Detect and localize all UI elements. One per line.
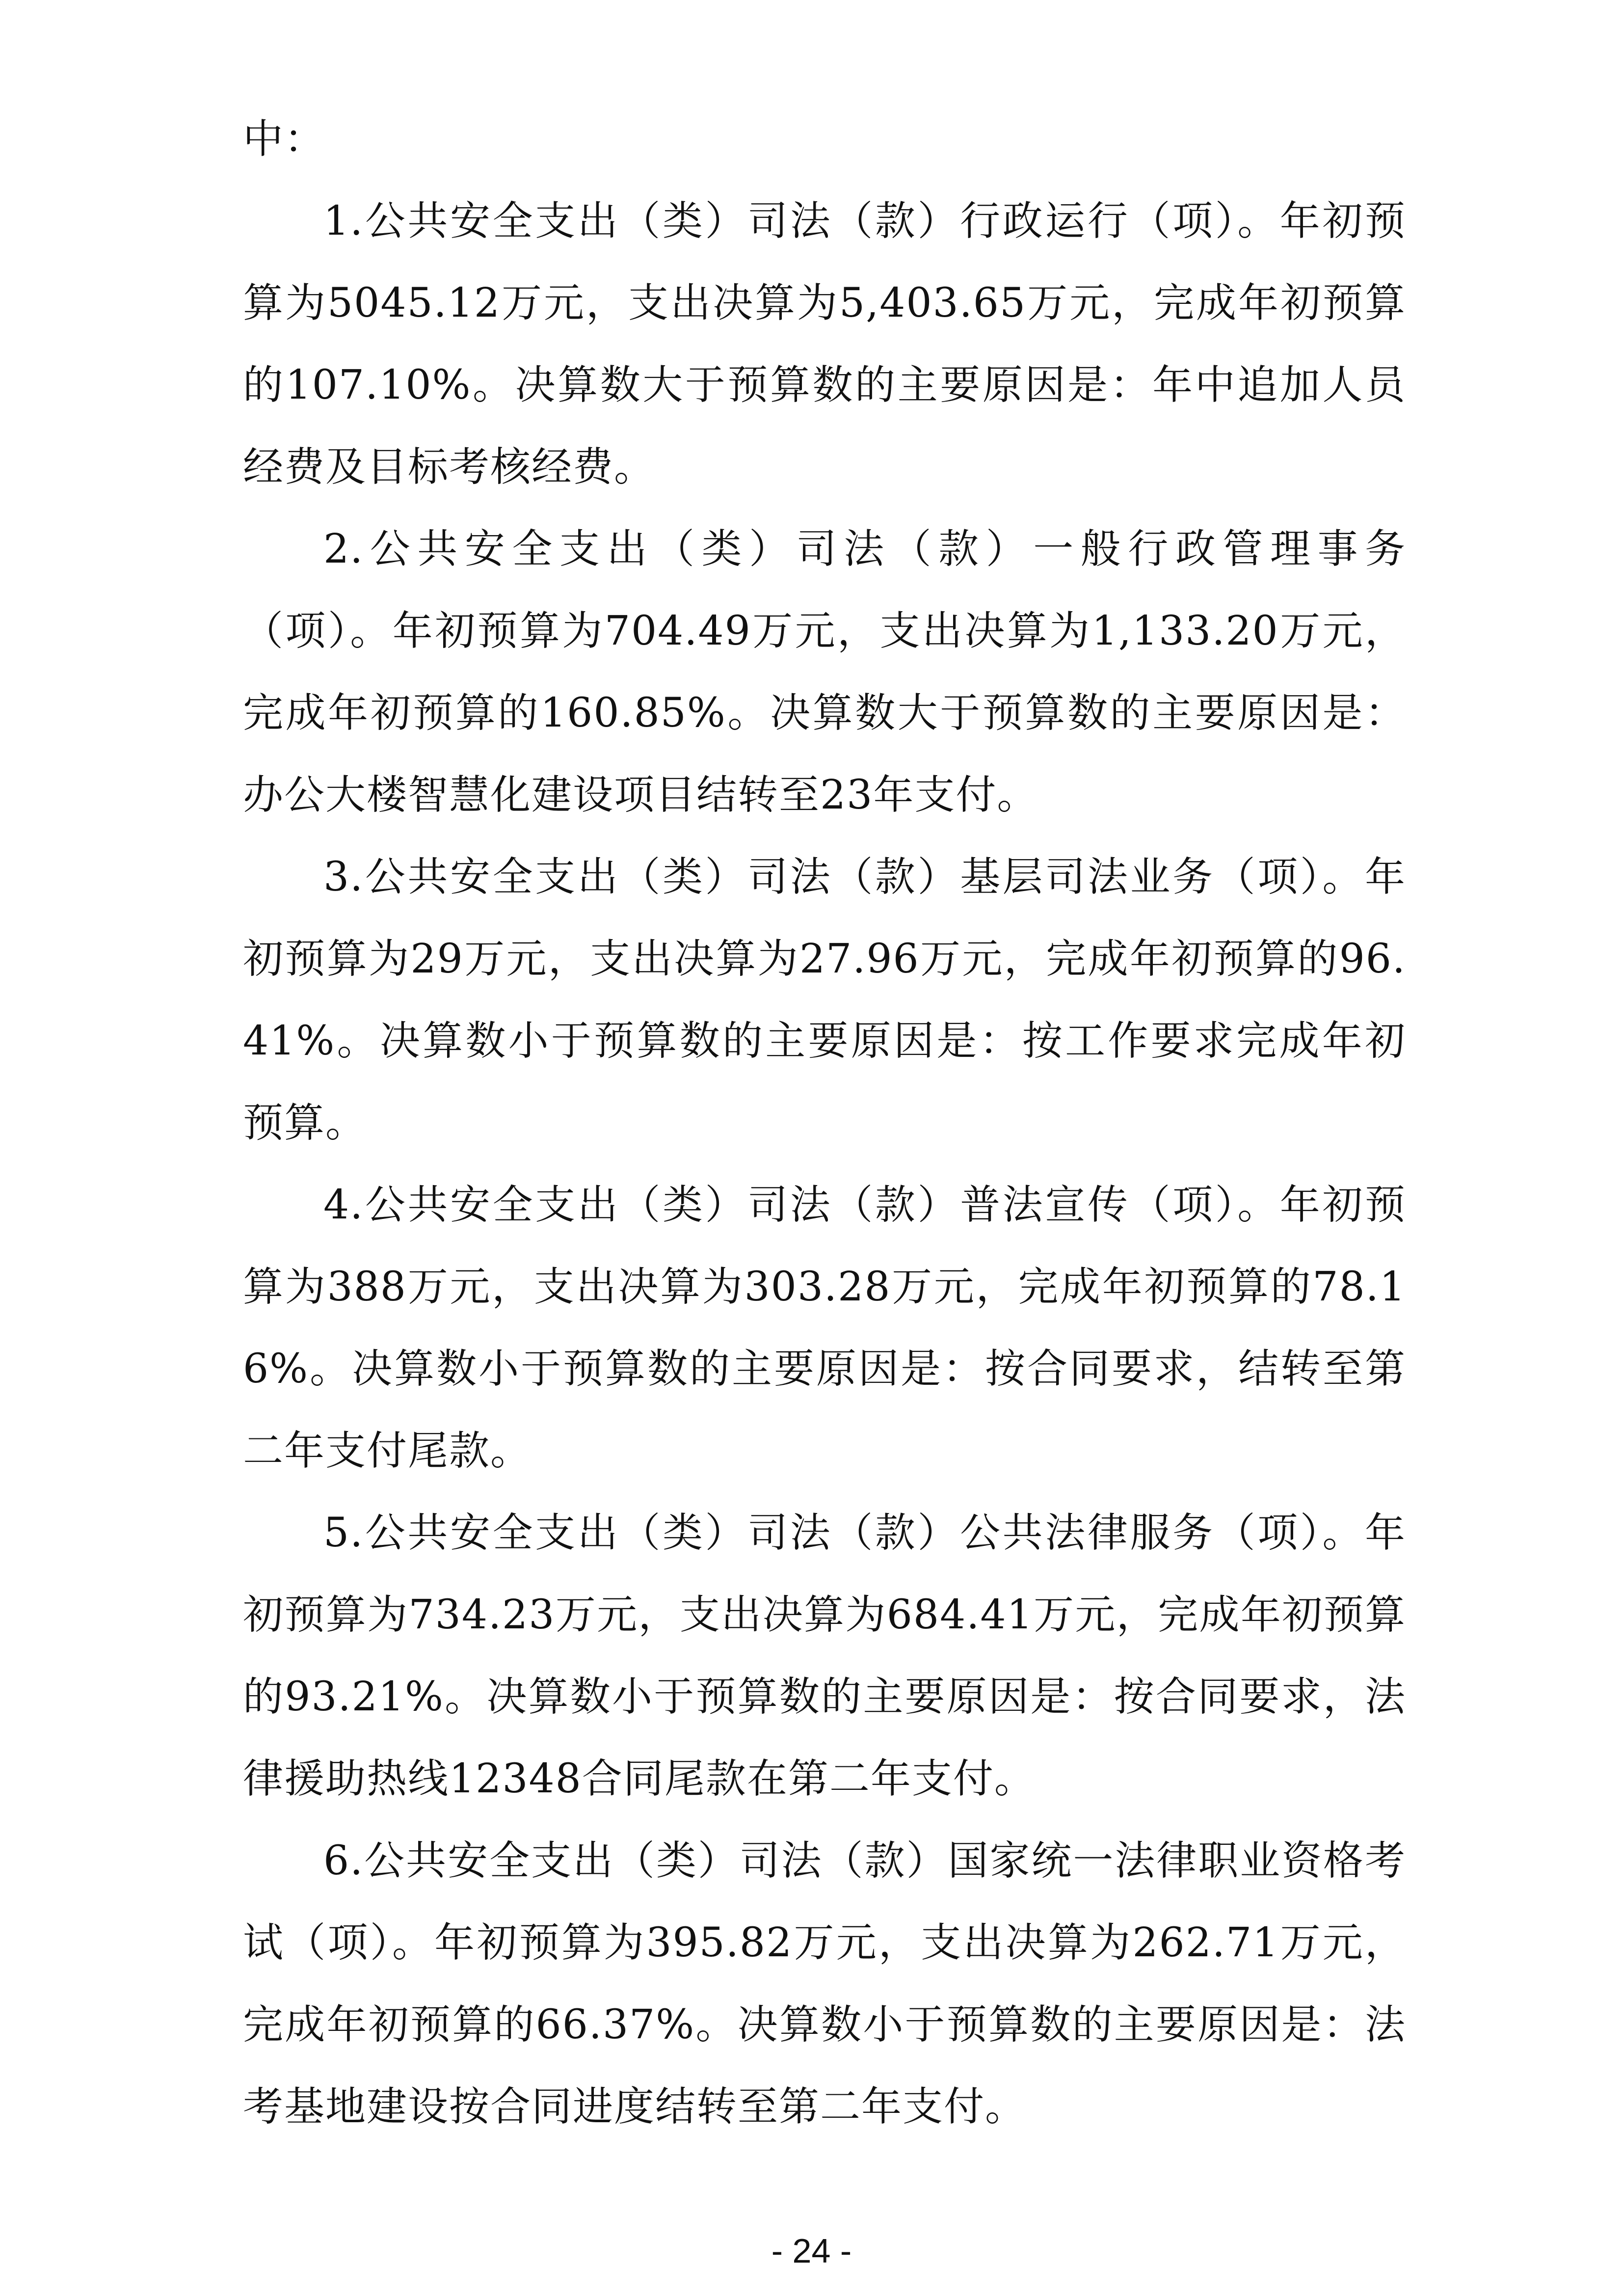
paragraph-item-1: 1.公共安全支出（类）司法（款）行政运行（项）。年初预算为5045.12万元，支出决算为5,403.65万元，完成年初预算的107.10%。决算数大于预算数的主要原因是：年中追加人员经费及目标考核经费。 [243, 198, 1406, 490]
paragraph-item-5: 5.公共安全支出（类）司法（款）公共法律服务（项）。年初预算为734.23万元，支出决算为684.41万元，完成年初预算的93.21%。决算数小于预算数的主要原因是：按合同要求，法律援助热线12348合同尾款在第二年支付。 [243, 1510, 1406, 1802]
paragraph-continuation: 中： [243, 116, 326, 162]
paragraph-item-6: 6.公共安全支出（类）司法（款）国家统一法律职业资格考试（项）。年初预算为395.82万元，支出决算为262.71万元，完成年初预算的66.37%。决算数小于预算数的主要原因是：法考基地建设按合同进度结转至第二年支付。 [243, 1837, 1406, 2130]
page-number: - 24 - [771, 2232, 852, 2270]
paragraph-item-3: 3.公共安全支出（类）司法（款）基层司法业务（项）。年初预算为29万元，支出决算为27.96万元，完成年初预算的96.41%。决算数小于预算数的主要原因是：按工作要求完成年初预算。 [243, 854, 1406, 1146]
document-body [243, 98, 1406, 2148]
paragraph-item-2: 2.公共安全支出（类）司法（款）一般行政管理事务（项）。年初预算为704.49万元，支出决算为1,133.20万元，完成年初预算的160.85%。决算数大于预算数的主要原因是：办公大楼智慧化建设项目结转至23年支付。 [243, 526, 1406, 818]
paragraph-item-4: 4.公共安全支出（类）司法（款）普法宣传（项）。年初预算为388万元，支出决算为303.28万元，完成年初预算的78.16%。决算数小于预算数的主要原因是：按合同要求，结转至第二年支付尾款。 [243, 1182, 1406, 1474]
